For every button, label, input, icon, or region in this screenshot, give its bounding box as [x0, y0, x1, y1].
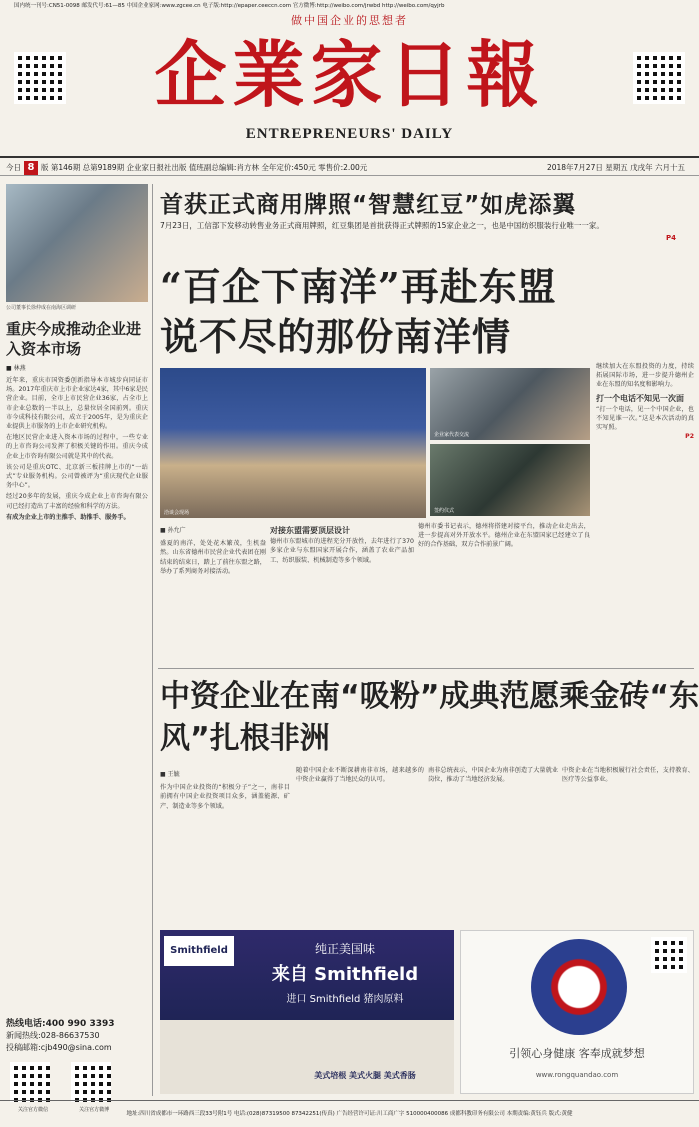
bottom-col-c: 南非总统表示，中国企业为南非创造了大量就业岗位，推动了当地经济发展。: [428, 767, 558, 784]
newspaper-logo: 企業家日報: [154, 32, 545, 117]
main-col-d-text2: “打一个电话，见一个中国企业，也不知见谁一次。”这是本次活动的真实写照。: [596, 405, 694, 432]
hotline: 热线电话:400 990 3393: [6, 1019, 115, 1029]
main-col-b: [270, 522, 414, 565]
main-col-b-text: 德州市东盟城市的进程充分开放性，去年进行了370多家企业与东盟国家开展合作，涵盖了农业产品加工、纺织服装、机械制造等多个领域。: [270, 538, 414, 564]
main-photo-caption: 洽谈会现场: [164, 510, 190, 516]
side-photo-1: [430, 368, 590, 440]
bottom-col-a-text: 作为中国企业投资的“积极分子”之一，南非目前拥有中国企业投资项目众多，涵盖能源、矿产、制造业等多个领域。: [160, 784, 290, 810]
footer: 地址:四川省成都市一环路西三段33号附1号 电话:(028)87319500 87342251(传真) 广告经营许可证:川工商广字 510000400086 成都科教印务有限公司 本期责编:黄钰兵 版式:黄健: [0, 1100, 699, 1127]
issue-info: 版 第146期 总第9189期 企业家日报社出版 值班副总编辑:肖方林 全年定价:450元 零售价:2.00元: [41, 163, 368, 172]
ad-tag2: 来自 Smithfield: [271, 964, 419, 985]
ad2-slogan: 引领心身健康 客奉成就梦想: [509, 1047, 645, 1060]
left-photo-caption: 公司董事长徐仲成在南海区调研: [6, 305, 77, 311]
issue-today: 今日: [6, 163, 21, 172]
top-story-headline[interactable]: 首获正式商用牌照“智慧红豆”如虎添翼: [160, 192, 577, 218]
bottom-col-b: 随着中国企业不断深耕南非市场，越来越多的中资企业赢得了当地民众的认可。: [296, 767, 424, 784]
top-story-lead: 7月23日，工信部下发移动转售业务正式商用牌照，红豆集团是首批获得正式牌照的15家企业之一，也是中国纺织服装行业唯一一家。: [160, 221, 604, 230]
side-photo-2-caption: 签约仪式: [434, 508, 455, 514]
left-p5: 有成为企业上市的主推手、助推手、服务手。: [6, 513, 130, 521]
main-col-d-text: 继续加大在东盟投资的力度，持续拓展国际市场，进一步提升德州企业在东盟的知名度和影响力。: [596, 363, 694, 389]
qr-weibo: [71, 1062, 111, 1102]
side-photo-1-caption: 企业家代表交流: [434, 432, 470, 438]
ad-series: 美式培根 美式火腿 美式香肠: [314, 1071, 416, 1080]
qr-weibo-label: 关注官方微博: [79, 1107, 110, 1113]
qr-wechat-label: 关注官方微信: [17, 1107, 48, 1113]
main-col-c: 德州市委书记表示，德州将搭建对接平台，推动企业走出去，进一步提高对外开放水平。德州企业在东盟国家已经建立了良好的合作基础，双方合作前景广阔。: [418, 523, 590, 549]
left-body: [6, 376, 148, 522]
issue-date: 2018年7月27日 星期五 戊戌年 六月十五: [546, 163, 685, 172]
left-p1: 近年来，重庆市国资委创新指导本市城步向同证市场。2017年重庆市上市企业家达4家，其中6家是民营企业。目前，全市上市民营企业36家，占全市上市企业总数的一半以上，总量位居全国前列。重庆市今成科技有限公司，成立于2005年，是为重庆企业提供上市服务的上市企业研究机构。: [6, 377, 148, 431]
main-col-a: [160, 522, 266, 576]
issue-bar: [0, 156, 699, 176]
left-column: [6, 184, 148, 524]
main-byline: ■ 孙允广: [160, 527, 186, 534]
news-hotline: 新闻热线:028-86637530: [6, 1031, 100, 1040]
bottom-story-headline[interactable]: 中资企业在南“吸粉”成典范愿乘金砖“东风”扎根非洲: [160, 679, 699, 756]
left-byline: ■ 林燕: [6, 365, 26, 372]
left-p4: 经过20多年的发展，重庆今成企业上市咨询有限公司已经打造出了丰富的经验和科学的方法。: [6, 493, 148, 510]
ad2-qr: [651, 937, 687, 973]
rongquandao-ad[interactable]: [460, 930, 694, 1094]
ad-brand-badge: Smithfield: [164, 936, 234, 966]
top-story-ref[interactable]: P4: [666, 234, 677, 242]
left-headline[interactable]: 重庆今成推动企业进入资本市场: [6, 320, 142, 358]
main-col-a-text: 盛夏的南洋，处处花木繁茂，生机盎然。山东省德州市民营企业代表团在刚结束的结束日，踏上了前往东盟之路，举办了系列商务对接活动。: [160, 540, 266, 575]
page-number: 8: [24, 161, 38, 175]
contrib-email: 投稿邮箱:cjb490@sina.com: [6, 1043, 112, 1052]
ad2-logo: [531, 939, 627, 1035]
masthead-slogan: 做中国企业的思想者: [291, 14, 408, 27]
bottom-col-a: [160, 766, 290, 811]
contact-box: [6, 1018, 148, 1054]
left-p3: 该公司是重庆OTC、北京新三板挂牌上市的“一站式”专业服务机构。公司曾被评为“重庆现代企业服务中心”。: [6, 463, 148, 490]
bottom-col-d: 中资企业在当地积极履行社会责任，支持教育、医疗等公益事业。: [562, 767, 694, 784]
left-photo: [6, 184, 148, 302]
masthead-top-info: 国内统一刊号:CN51-0098 邮发代号:61—85 中国企业家网:www.zgcee.cn 电子版:http://epaper.ceeccn.com 官方微博:http://weibo.com/jrwbd http://weibo.com/qyjrb: [14, 3, 445, 9]
main-col-d: [596, 362, 694, 442]
main-col-d-subhead: 打一个电话不知见一次面: [596, 393, 684, 403]
newspaper-logo-english: ENTREPRENEURS' DAILY: [245, 126, 454, 142]
column-divider: [152, 184, 153, 1096]
ad-tag1: 纯正美国味: [314, 942, 375, 956]
section-divider: [158, 668, 694, 669]
ad-tag3: 进口 Smithfield 猪肉原料: [286, 994, 404, 1005]
main-photo: [160, 368, 426, 518]
ad2-url[interactable]: www.rongquandao.com: [535, 1071, 619, 1079]
side-photo-2: [430, 444, 590, 516]
qr-wechat: [10, 1062, 50, 1102]
main-col-b-subhead: 对接东盟需要顶层设计: [270, 526, 350, 535]
main-story-ref[interactable]: P2: [685, 433, 694, 441]
bottom-byline: ■ 王毓: [160, 771, 180, 778]
left-p2: 在地区民营企业进入资本市场的过程中，一些专业的上市咨询公司发挥了积极关键的作用。重庆今成企业上市咨询有限公司就是其中的代表。: [6, 434, 148, 460]
main-story-headline[interactable]: “百企下南洋”再赴东盟说不尽的那份南洋情: [160, 264, 557, 359]
smithfield-ad[interactable]: [160, 930, 454, 1094]
